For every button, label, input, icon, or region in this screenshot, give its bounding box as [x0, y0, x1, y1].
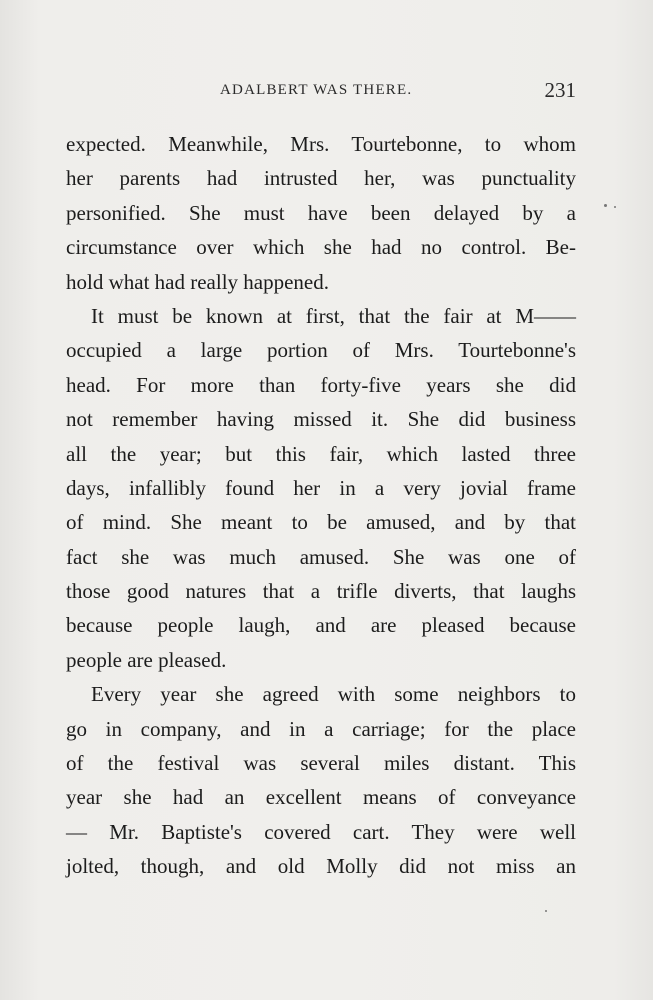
text-line: Every year she agreed with some neighbors to	[91, 682, 576, 707]
text-line: personified. She must have been delayed by a	[66, 200, 576, 225]
text-line: year she had an excellent means of conveyance	[66, 785, 576, 810]
paper-speck	[614, 206, 616, 208]
text-line: of the festival was several miles distant. This	[66, 751, 576, 776]
text-line: occupied a large portion of Mrs. Tourtebonne's	[66, 338, 576, 363]
text-line: go in company, and in a carriage; for the place	[66, 716, 576, 741]
text-line: — Mr. Baptiste's covered cart. They were well	[66, 819, 576, 844]
page-header	[66, 78, 576, 106]
text-line: days, infallibly found her in a very jovial frame	[66, 475, 576, 500]
text-line: It must be known at first, that the fair at M——	[91, 303, 576, 328]
text-line: head. For more than forty-five years she did	[66, 372, 576, 397]
text-line: expected. Meanwhile, Mrs. Tourtebonne, to whom	[66, 132, 576, 156]
paper-speck	[545, 910, 547, 912]
text-line: circumstance over which she had no control. Be-	[66, 235, 576, 260]
text-line: because people laugh, and are pleased because	[66, 613, 576, 638]
body-text	[66, 127, 576, 884]
text-line: fact she was much amused. She was one of	[66, 544, 576, 569]
text-line: of mind. She meant to be amused, and by that	[66, 510, 576, 535]
text-line: not remember having missed it. She did business	[66, 407, 576, 432]
text-line: all the year; but this fair, which lasted three	[66, 441, 576, 466]
text-line: her parents had intrusted her, was punctuality	[66, 166, 576, 191]
text-line: those good natures that a trifle diverts, that laughs	[66, 579, 576, 604]
paper-speck	[604, 204, 607, 207]
running-head: ADALBERT WAS THERE.	[220, 82, 413, 98]
page-number: 231	[544, 78, 576, 102]
text-line: hold what had really happened.	[66, 269, 329, 294]
text-line: people are pleased.	[66, 647, 227, 672]
text-line: jolted, though, and old Molly did not miss an	[66, 854, 576, 879]
